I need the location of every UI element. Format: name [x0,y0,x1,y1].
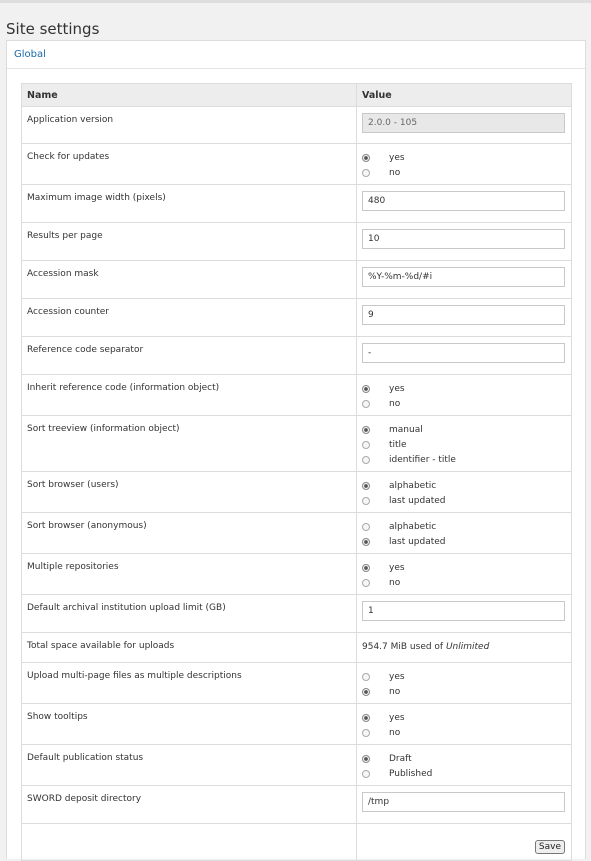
readonly-field: 2.0.0 - 105 [362,113,565,133]
radio-selected[interactable] [362,755,370,763]
radio-label: yes [389,562,405,573]
radio-label: no [389,167,401,178]
radio-label: no [389,398,401,409]
setting-name: SWORD deposit directory [22,786,357,824]
radio-unselected[interactable] [362,441,370,449]
text-input[interactable]: %Y-%m-%d/#i [362,267,565,287]
text-input[interactable]: 9 [362,305,565,325]
radio-unselected[interactable] [362,456,370,464]
table-header-row [22,84,572,107]
radio-selected[interactable] [362,482,370,490]
radio-label: Published [389,768,433,779]
table-row [22,633,572,663]
radio-option[interactable] [362,560,571,575]
radio-option[interactable] [362,766,571,781]
radio-option[interactable] [362,519,571,534]
radio-option[interactable] [362,437,571,452]
radio-option[interactable] [362,575,571,590]
setting-value-cell [357,144,572,185]
top-bar [0,0,591,3]
storage-usage-text [362,639,571,652]
save-button[interactable]: Save [535,840,565,854]
radio-label: manual [389,424,423,435]
radio-selected[interactable] [362,564,370,572]
setting-value-cell [357,337,572,375]
table-row [22,513,572,554]
radio-option[interactable] [362,669,571,684]
radio-option[interactable] [362,396,571,411]
storage-limit: Unlimited [445,642,490,652]
radio-unselected[interactable] [362,770,370,778]
column-header-name: Name [22,84,357,107]
setting-name: Maximum image width (pixels) [22,185,357,223]
radio-label: no [389,577,401,588]
setting-value-cell [357,595,572,633]
radio-label: yes [389,383,405,394]
setting-name: Sort browser (anonymous) [22,513,357,554]
radio-label: no [389,727,401,738]
settings-table [21,83,572,861]
radio-option[interactable] [362,751,571,766]
text-input[interactable]: 480 [362,191,565,211]
radio-label: title [389,439,407,450]
table-row [22,261,572,299]
section-toggle-global[interactable]: Global [14,49,46,60]
table-row [22,663,572,704]
setting-value-cell [357,745,572,786]
radio-option[interactable] [362,710,571,725]
table-row [22,416,572,472]
setting-value-cell [357,513,572,554]
column-header-value: Value [357,84,572,107]
radio-selected[interactable] [362,385,370,393]
table-row [22,185,572,223]
table-row [22,223,572,261]
setting-name: Application version [22,107,357,144]
radio-option[interactable] [362,493,571,508]
setting-value-cell [357,299,572,337]
table-row [22,595,572,633]
setting-value-cell [357,786,572,824]
setting-value-cell [357,416,572,472]
radio-option[interactable] [362,422,571,437]
radio-label: yes [389,671,405,682]
radio-unselected[interactable] [362,673,370,681]
text-input[interactable]: 1 [362,601,565,621]
radio-option[interactable] [362,478,571,493]
radio-label: alphabetic [389,521,437,532]
radio-label: Draft [389,753,412,764]
radio-option[interactable] [362,534,571,549]
setting-name: Results per page [22,223,357,261]
radio-option[interactable] [362,684,571,699]
setting-value-cell [357,704,572,745]
setting-name: Accession counter [22,299,357,337]
table-row [22,299,572,337]
text-input[interactable]: /tmp [362,792,565,812]
radio-label: no [389,686,401,697]
setting-value-cell [357,185,572,223]
setting-name: Sort browser (users) [22,472,357,513]
radio-unselected[interactable] [362,729,370,737]
radio-label: alphabetic [389,480,437,491]
setting-name: Default archival institution upload limit (GB) [22,595,357,633]
table-row [22,704,572,745]
radio-option[interactable] [362,381,571,396]
radio-selected[interactable] [362,714,370,722]
table-row [22,786,572,824]
radio-option[interactable] [362,725,571,740]
page-title: Site settings [6,20,100,39]
setting-value-cell [357,663,572,704]
setting-value-cell [357,375,572,416]
radio-selected[interactable] [362,688,370,696]
radio-selected[interactable] [362,426,370,434]
setting-value-cell [357,223,572,261]
setting-value-cell [357,472,572,513]
table-row [22,554,572,595]
setting-value-cell [357,261,572,299]
table-row [22,107,572,144]
table-row [22,745,572,786]
section-header [7,41,585,69]
radio-unselected[interactable] [362,523,370,531]
setting-name: Inherit reference code (information object) [22,375,357,416]
setting-value-cell [357,633,572,663]
radio-option[interactable] [362,452,571,467]
text-input[interactable]: - [362,343,565,363]
setting-name: Sort treeview (information object) [22,416,357,472]
radio-unselected[interactable] [362,497,370,505]
setting-value-cell [357,107,572,144]
radio-unselected[interactable] [362,579,370,587]
save-row [22,824,572,861]
table-row [22,472,572,513]
setting-name: Multiple repositories [22,554,357,595]
text-input[interactable]: 10 [362,229,565,249]
setting-name: Total space available for uploads [22,633,357,663]
table-row [22,144,572,185]
setting-value-cell [357,554,572,595]
radio-label: last updated [389,495,446,506]
table-row [22,337,572,375]
setting-name: Upload multi-page files as multiple descriptions [22,663,357,704]
radio-option[interactable] [362,165,571,180]
radio-label: yes [389,712,405,723]
radio-selected[interactable] [362,154,370,162]
storage-used: 954.7 MiB used of [362,642,446,652]
radio-unselected[interactable] [362,169,370,177]
setting-name: Default publication status [22,745,357,786]
setting-name: Reference code separator [22,337,357,375]
radio-unselected[interactable] [362,400,370,408]
radio-label: identifier - title [389,454,456,465]
radio-label: yes [389,152,405,163]
setting-name: Check for updates [22,144,357,185]
setting-name: Accession mask [22,261,357,299]
settings-panel [6,40,586,859]
radio-option[interactable] [362,150,571,165]
setting-name: Show tooltips [22,704,357,745]
table-row [22,375,572,416]
radio-label: last updated [389,536,446,547]
radio-selected[interactable] [362,538,370,546]
